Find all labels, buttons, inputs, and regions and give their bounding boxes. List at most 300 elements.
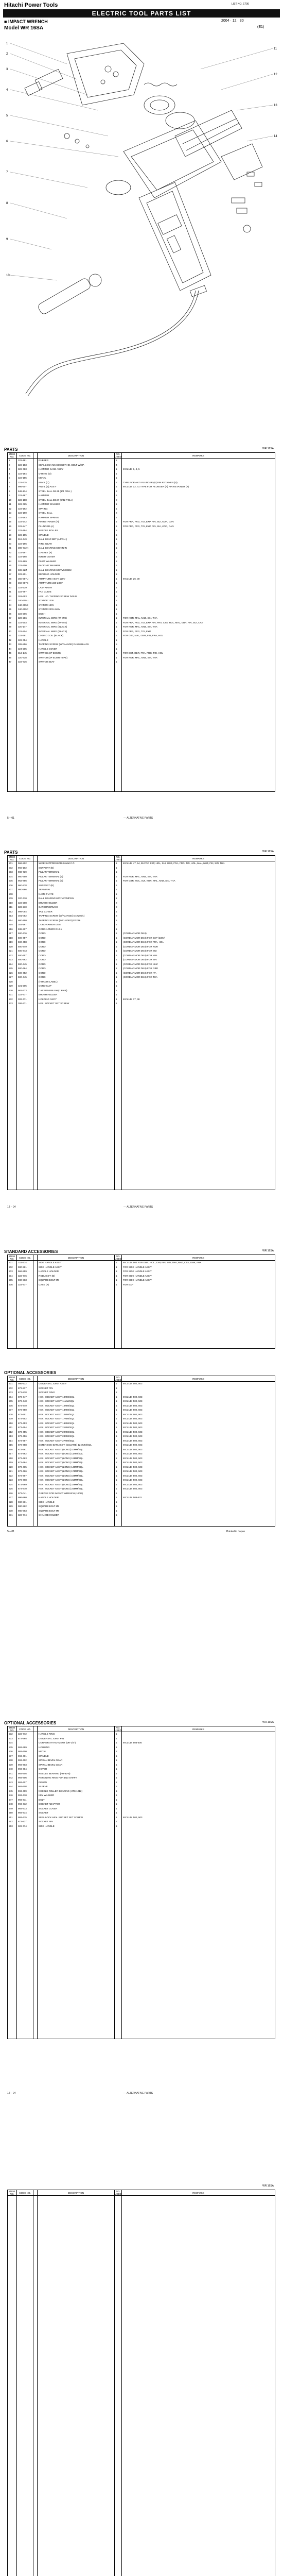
cell-desc: STATOR 120V: [38, 599, 115, 603]
cell-item: [8, 708, 17, 713]
cell-code: [17, 2393, 33, 2397]
cell-remarks: [122, 1877, 275, 1882]
cell-desc: [38, 2358, 115, 2362]
cell-code: 873-937: [17, 1820, 33, 1824]
cell-used: [115, 1938, 122, 1943]
cell-used: [115, 2240, 122, 2244]
cell-flag: [33, 1991, 38, 1995]
cell-used: [115, 2485, 122, 2489]
cell-flag: [33, 2327, 38, 2332]
cell-desc: [38, 2546, 115, 2551]
cell-remarks: [122, 2471, 275, 2476]
cell-item: 509: [8, 1417, 17, 1421]
cell-flag: [33, 1269, 38, 1274]
cell-code: [17, 2296, 33, 2301]
cell-desc: [38, 2424, 115, 2428]
cell-item: 512: [8, 1430, 17, 1435]
cell-used: [115, 2454, 122, 2459]
cell-used: [115, 1313, 122, 1318]
opt-acc-table-1: [7, 1376, 275, 1527]
table-row: [8, 1430, 275, 1435]
cell-flag: [33, 1942, 38, 1947]
cell-code: [17, 691, 33, 696]
cell-desc: SUPPORT (B): [38, 866, 115, 871]
cell-item: 43: [8, 642, 17, 647]
cell-code: [17, 2441, 33, 2446]
cell-flag: [33, 884, 38, 888]
cell-used: [115, 1164, 122, 1168]
cell-used: [115, 2012, 122, 2017]
cell-flag: [33, 467, 38, 472]
cell-desc: [38, 1969, 115, 1973]
cell-used: 1: [115, 621, 122, 625]
blank-row: [8, 1335, 275, 1340]
cell-remarks: [122, 2454, 275, 2459]
cell-desc: ROD ASS'Y (B): [38, 1274, 115, 1279]
cell-item: [8, 1032, 17, 1037]
cell-flag: [33, 2275, 38, 2279]
cell-desc: [38, 2362, 115, 2367]
col-used: NO. USED: [115, 453, 121, 458]
cell-item: [8, 756, 17, 761]
cell-flag: [33, 2252, 38, 2257]
cell-flag: [33, 1995, 38, 1999]
cell-flag: [33, 1408, 38, 1413]
footer-left-4: 12 – 04: [7, 2092, 16, 2095]
cell-flag: [33, 2336, 38, 2341]
cell-flag: [33, 2459, 38, 2463]
blank-row: [8, 2384, 275, 2388]
cell-remarks: [122, 1798, 275, 1803]
cell-desc: [38, 1129, 115, 1133]
cell-code: [17, 2375, 33, 2380]
cell-desc: [38, 2559, 115, 2564]
cell-remarks: INCLUD. 502, 503: [122, 1439, 275, 1444]
cell-code: [17, 1006, 33, 1011]
cell-item: [8, 748, 17, 752]
cell-flag: [33, 2283, 38, 2288]
cell-code: [17, 1973, 33, 1978]
cell-used: [115, 691, 122, 696]
cell-flag: [33, 485, 38, 489]
blank-row: [8, 1999, 275, 2004]
cell-item: [8, 1006, 17, 1011]
table-row: [8, 1811, 275, 1816]
cell-used: [115, 1085, 122, 1090]
cell-remarks: [122, 1146, 275, 1151]
cell-code: 981-373: [17, 989, 33, 993]
cell-desc: INTERNAL WIRE (BLACK): [38, 630, 115, 634]
table-row: [8, 1426, 275, 1430]
cell-flag: [33, 1391, 38, 1395]
blank-row: [8, 783, 275, 787]
cell-remarks: [122, 721, 275, 726]
cell-desc: HANDLE COVER: [38, 647, 115, 652]
cell-item: [8, 713, 17, 717]
cell-item: 502: [8, 1265, 17, 1270]
cell-flag: [33, 875, 38, 879]
cell-remarks: FOR GBR, HOL, SUI, KOR, MAL, NHZ, SIN, THA: [122, 879, 275, 884]
cell-flag: [33, 2012, 38, 2017]
cell-item: 501: [8, 861, 17, 866]
cell-flag: [33, 984, 38, 989]
cell-code: [17, 673, 33, 678]
cell-desc: [38, 1089, 115, 1094]
cell-used: 1: [115, 945, 122, 950]
cell-item: [8, 1107, 17, 1111]
cell-code: [17, 1921, 33, 1925]
cell-flag: [33, 2340, 38, 2345]
cell-code: 322-184: [17, 472, 33, 477]
cell-flag: [33, 1340, 38, 1344]
table-row: [8, 1456, 275, 1461]
cell-remarks: FOR SIDE HANDLE ASS'Y: [122, 1265, 275, 1270]
cell-remarks: [122, 2450, 275, 2454]
cell-code: 322-204: [17, 630, 33, 634]
cell-used: [115, 2511, 122, 2516]
cell-desc: [38, 1085, 115, 1090]
blank-row: [8, 2572, 275, 2576]
cell-desc: [38, 1886, 115, 1890]
cell-desc: [38, 2436, 115, 2441]
cell-used: [115, 2305, 122, 2310]
cell-used: 1: [115, 625, 122, 630]
cell-desc: [38, 1168, 115, 1173]
cell-used: [115, 673, 122, 678]
blank-row: [8, 2436, 275, 2441]
cell-flag: [33, 1789, 38, 1794]
cell-desc: [38, 1181, 115, 1186]
cell-code: [17, 2568, 33, 2572]
cell-remarks: [122, 892, 275, 897]
cell-item: [8, 2454, 17, 2459]
cell-remarks: [122, 866, 275, 871]
cell-flag: [33, 993, 38, 997]
cell-used: 1: [115, 1802, 122, 1807]
cell-item: 533: [8, 1737, 17, 1741]
cell-code: [17, 1851, 33, 1855]
cell-used: [115, 2310, 122, 2314]
cell-item: [8, 2213, 17, 2218]
cell-code: [17, 1103, 33, 1107]
blank-row: [8, 1107, 275, 1111]
cell-desc: [38, 2397, 115, 2402]
cell-flag: [33, 2226, 38, 2231]
table-row: [8, 1395, 275, 1400]
cell-remarks: [122, 993, 275, 997]
cell-remarks: INCLUD. 502, 503: [122, 1395, 275, 1400]
cell-desc: [38, 1938, 115, 1943]
cell-used: [115, 695, 122, 700]
cell-item: 46: [8, 656, 17, 660]
cell-code: [17, 2388, 33, 2393]
cell-used: [115, 708, 122, 713]
blank-row: [8, 1067, 275, 1072]
cell-code: [17, 2213, 33, 2218]
cell-flag: [33, 1124, 38, 1129]
cell-desc: [38, 1098, 115, 1103]
cell-code: [17, 2415, 33, 2419]
cell-code: [17, 1063, 33, 1067]
cell-code: [17, 721, 33, 726]
cell-flag: [33, 551, 38, 555]
cell-code: 966-102: [17, 866, 33, 871]
col-item: ITEM NO.: [8, 453, 17, 459]
cell-item: 13: [8, 511, 17, 516]
table-row: [8, 516, 275, 520]
cell-used: [115, 1842, 122, 1846]
cell-code: [17, 1155, 33, 1160]
cell-desc: INTERNAL WIRE (WHITE): [38, 621, 115, 625]
cell-flag: [33, 595, 38, 599]
table-row: [8, 1741, 275, 1745]
cell-used: [115, 787, 122, 792]
cell-desc: [38, 1300, 115, 1305]
table-row: [8, 621, 275, 625]
cell-flag: [33, 2231, 38, 2235]
cell-remarks: [122, 2502, 275, 2507]
blank-row: [8, 756, 275, 761]
cell-flag: [33, 1142, 38, 1146]
cell-flag: [33, 1265, 38, 1270]
cell-flag: [33, 1287, 38, 1292]
cell-used: 1: [115, 1509, 122, 1514]
cell-flag: [33, 2362, 38, 2367]
cell-item: [8, 2476, 17, 2481]
cell-used: [115, 2463, 122, 2467]
cell-used: [115, 1173, 122, 1177]
cell-remarks: [122, 2240, 275, 2244]
cell-code: [17, 1947, 33, 1952]
cell-remarks: [122, 2340, 275, 2345]
cell-used: [115, 2283, 122, 2288]
cell-desc: [38, 2459, 115, 2463]
cell-remarks: [122, 1881, 275, 1886]
cell-remarks: [122, 695, 275, 700]
cell-flag: [33, 1811, 38, 1816]
cell-flag: [33, 673, 38, 678]
cell-flag: [33, 1150, 38, 1155]
cell-remarks: [122, 1995, 275, 1999]
cell-code: 322-777: [17, 993, 33, 997]
cell-remarks: [122, 2296, 275, 2301]
blank-row: [8, 2432, 275, 2437]
cell-code: [17, 2397, 33, 2402]
cell-used: [115, 1331, 122, 1335]
cell-used: [115, 1120, 122, 1125]
blank-row: [8, 1982, 275, 1987]
table-row: [8, 568, 275, 573]
cell-code: [17, 2467, 33, 2472]
cell-used: 1: [115, 1816, 122, 1820]
table-row: [8, 651, 275, 656]
cell-used: [115, 1138, 122, 1142]
cell-code: 873-456: [17, 1434, 33, 1439]
cell-code: [17, 2436, 33, 2441]
cell-flag: [33, 2424, 38, 2428]
cell-desc: [38, 2410, 115, 2415]
cell-item: [8, 1094, 17, 1098]
cell-desc: TAIL COVER: [38, 910, 115, 914]
cell-desc: [38, 2555, 115, 2560]
cell-code: [17, 2340, 33, 2345]
cell-remarks: [122, 2244, 275, 2248]
cell-flag: [33, 494, 38, 498]
blank-row: [8, 1991, 275, 1995]
cell-flag: [33, 770, 38, 774]
cell-desc: [38, 1287, 115, 1292]
cell-desc: [38, 1072, 115, 1076]
cell-used: [115, 2226, 122, 2231]
cell-desc: [38, 1045, 115, 1050]
cell-remarks: [122, 1947, 275, 1952]
blank-row: [8, 2257, 275, 2262]
cell-used: 1: [115, 1274, 122, 1279]
cell-desc: SWITCH (3P ECMR TYPE): [38, 656, 115, 660]
cell-remarks: [122, 1964, 275, 1969]
table-row: [8, 1496, 275, 1500]
cell-used: [115, 1292, 122, 1296]
cell-item: 36: [8, 612, 17, 617]
cell-desc: SIDE HANDLE: [38, 1824, 115, 1829]
cell-desc: [38, 1010, 115, 1015]
cell-remarks: [122, 665, 275, 669]
cell-remarks: [122, 2004, 275, 2008]
blank-row: [8, 774, 275, 778]
cell-desc: [38, 1059, 115, 1063]
cell-item: 19: [8, 537, 17, 542]
cell-flag: [33, 1309, 38, 1314]
cell-code: [17, 2327, 33, 2332]
blank-row: [8, 1855, 275, 1859]
cell-code: [17, 1098, 33, 1103]
cell-remarks: [122, 642, 275, 647]
cell-item: [8, 2494, 17, 2498]
table-row: [8, 537, 275, 542]
cell-desc: [38, 1916, 115, 1921]
svg-text:7: 7: [6, 171, 8, 174]
cell-code: 980-962: [17, 1504, 33, 1509]
cell-flag: [33, 2353, 38, 2358]
blank-row: [8, 2292, 275, 2297]
cell-remarks: [122, 1868, 275, 1873]
cell-flag: [33, 892, 38, 897]
blank-row: [8, 1098, 275, 1103]
cell-flag: [33, 1469, 38, 1474]
cell-desc: [38, 1107, 115, 1111]
table-row: [8, 910, 275, 914]
cell-flag: [33, 1318, 38, 1323]
cell-code: [17, 2428, 33, 2432]
table-row: [8, 1278, 275, 1283]
cell-used: [115, 2266, 122, 2270]
cell-flag: [33, 2494, 38, 2498]
cell-desc: STEEL BALL: [38, 511, 115, 516]
cell-used: [115, 1054, 122, 1059]
cell-flag: [33, 2467, 38, 2472]
table-row: [8, 866, 275, 871]
cell-flag: [33, 2349, 38, 2353]
cell-desc: [38, 2244, 115, 2248]
blank-row: [8, 1185, 275, 1190]
cell-remarks: (CORD ARMOR D8.8) FOR FRA, HOL: [122, 940, 275, 945]
blank-row: [8, 2502, 275, 2507]
cell-flag: [33, 787, 38, 792]
cell-code: [17, 2380, 33, 2384]
blank-row: [8, 1942, 275, 1947]
cell-item: 18: [8, 533, 17, 538]
cell-code: 873-455: [17, 1430, 33, 1435]
cell-desc: BEARING HOLDER: [38, 572, 115, 577]
cell-item: [8, 1318, 17, 1323]
cell-remarks: (CORD ARMOR D8.8) FOR KOR: [122, 945, 275, 950]
cell-item: 9: [8, 494, 17, 498]
cell-flag: [33, 2419, 38, 2424]
cell-remarks: [122, 2017, 275, 2022]
cell-item: [8, 1115, 17, 1120]
cell-used: [115, 1833, 122, 1838]
cell-used: [115, 2445, 122, 2450]
cell-used: [115, 1912, 122, 1917]
cell-flag: [33, 1080, 38, 1085]
cell-code: 322-183: [17, 463, 33, 468]
col-item: ITEM NO.: [8, 1255, 17, 1261]
cell-flag: [33, 1300, 38, 1305]
cell-code: [17, 1015, 33, 1020]
cell-flag: [33, 537, 38, 542]
cell-flag: [33, 2021, 38, 2026]
table-row: [8, 1408, 275, 1413]
cell-desc: PILLAR TERMINAL (B): [38, 879, 115, 884]
cell-flag: [33, 1745, 38, 1750]
cell-used: 1: [115, 1408, 122, 1413]
cell-desc: [38, 2541, 115, 2546]
cell-flag: [33, 1969, 38, 1973]
table-row: [8, 1443, 275, 1448]
cell-item: 527: [8, 1496, 17, 1500]
table-row: [8, 1386, 275, 1391]
blank-row: [8, 1938, 275, 1943]
cell-flag: [33, 896, 38, 901]
cell-desc: [38, 2380, 115, 2384]
cell-remarks: [122, 1142, 275, 1146]
col-code: CODE NO.: [17, 856, 33, 861]
cell-used: [115, 2564, 122, 2568]
cell-item: 1: [8, 459, 17, 463]
cell-code: 322-797: [17, 590, 33, 595]
cell-flag: [33, 686, 38, 691]
cell-used: [115, 743, 122, 748]
cell-desc: [38, 713, 115, 717]
cell-flag: [33, 1518, 38, 1522]
cell-remarks: [122, 2480, 275, 2485]
cell-remarks: [122, 1164, 275, 1168]
cell-used: [115, 2529, 122, 2533]
cell-remarks: [122, 2030, 275, 2035]
cell-item: 41: [8, 634, 17, 638]
cell-code: 966-959: [17, 1269, 33, 1274]
cell-flag: [33, 2371, 38, 2376]
cell-item: [8, 2533, 17, 2537]
cell-desc: [38, 2454, 115, 2459]
cell-remarks: [122, 568, 275, 573]
cell-desc: PLUNGER (A): [38, 524, 115, 529]
cell-flag: [33, 2428, 38, 2432]
cell-item: 527: [8, 975, 17, 980]
cell-desc: CHANGE HOLDER: [38, 1513, 115, 1518]
cell-item: [8, 2012, 17, 2017]
cell-remarks: [122, 1094, 275, 1098]
